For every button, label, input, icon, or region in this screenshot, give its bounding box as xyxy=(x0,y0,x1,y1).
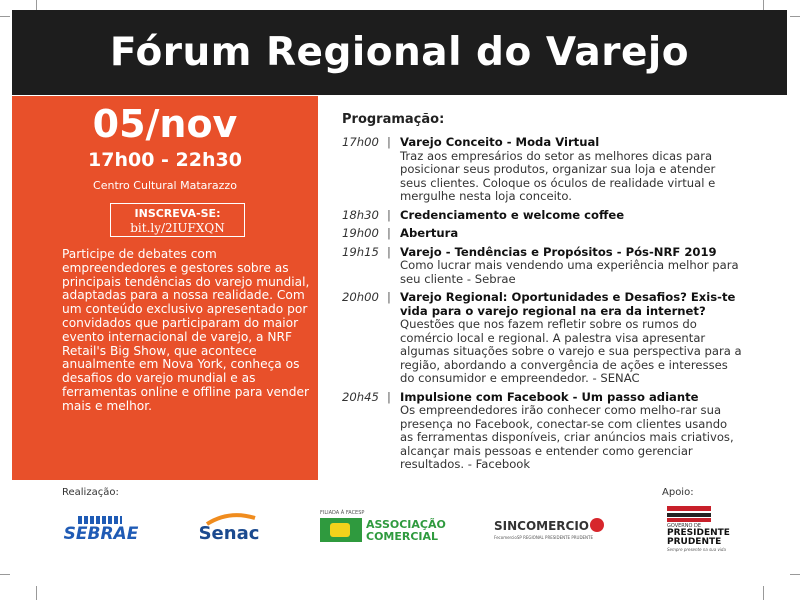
program-item-title: Varejo - Tendências e Propósitos - Pós-NRF 2019 xyxy=(400,244,717,259)
program-item xyxy=(342,227,742,241)
program-item-title: Credenciamento e welcome coffee xyxy=(400,207,625,222)
program-item-description: Como lucrar mais vendendo uma experiência melhor para seu cliente - Sebrae xyxy=(400,258,739,286)
event-info-panel xyxy=(12,96,318,480)
program-item-description: Os empreendedores irão conhecer como melho-rar sua presença no Facebook, conectar-se com clientes usando as ferramentas disponíveis, criar anúncios mais criativos, alcançar mais pessoas e entender como gerenciar resultados. - Facebook xyxy=(400,403,734,471)
program-item xyxy=(342,209,742,223)
program-item-time: 17h00 | xyxy=(342,136,379,150)
sebrae-stripes-icon xyxy=(78,516,122,524)
program-item-description: Traz aos empresários do setor as melhores dicas para posicionar seus produtos, organizar sua loja e atender seus clientes. Coloque os óculos de realidade virtual e mergulhe nesta loja conceito. xyxy=(400,148,716,203)
program-item-title: Abertura xyxy=(400,226,459,240)
associacao-small-text: FILIADA À FACESP xyxy=(320,510,365,516)
program-item-title: Varejo Conceito - Moda Virtual xyxy=(400,135,600,149)
program-item-time: 18h30 | xyxy=(342,209,379,223)
program-item-title: Varejo Regional: Oportunidades e Desafios? Exis-te vida para o varejo regional na era da internet? xyxy=(400,290,736,318)
sebrae-wordmark: SEBRAE xyxy=(63,524,139,544)
sincomercio-logo xyxy=(494,516,614,544)
associacao-line2: COMERCIAL xyxy=(366,530,439,543)
associacao-comercial-logo xyxy=(318,510,446,546)
program-item xyxy=(342,291,742,386)
governo-prudente-logo xyxy=(663,506,743,552)
program-item-time: 19h00 | xyxy=(342,227,379,241)
governo-small-text: GOVERNO DE xyxy=(667,523,702,529)
signup-link[interactable]: bit.ly/2IUFXQN xyxy=(130,221,225,235)
event-description: Participe de debates com empreendedores e gestores sobre as principais tendências do varejo mundial, adaptadas para a nossa realidade. Com um conteúdo exclusivo apresentado por convidados que participaram do maior evento internacional de varejo, a NRF Retail's Big Show, que acontece anualmente em Nova York, conheça os desafios do varejo mundial e as ferramentas online e offline para vender mais e melhor. xyxy=(62,247,310,413)
signup-label: INSCREVA-SE: xyxy=(134,207,221,220)
program-item xyxy=(342,136,742,204)
header-banner xyxy=(12,10,787,95)
sincomercio-badge-icon xyxy=(590,518,604,532)
sebrae-logo xyxy=(60,516,142,546)
governo-line1: PRESIDENTE xyxy=(667,528,730,538)
event-date: 05/nov xyxy=(92,102,238,146)
sincomercio-subtext: FecomercioSP REGIONAL PRESIDENTE PRUDENTE xyxy=(494,535,594,540)
event-venue: Centro Cultural Matarazzo xyxy=(93,179,237,192)
sincomercio-wordmark: SINCOMERCIO xyxy=(494,519,590,533)
governo-tagline: Sempre presente na sua vida xyxy=(667,547,726,552)
apoio-label: Apoio: xyxy=(662,487,694,498)
program-item-time: 20h45 | xyxy=(342,391,379,405)
program-item xyxy=(342,246,742,287)
associacao-emblem-icon xyxy=(320,518,362,542)
flag-stripes-icon xyxy=(667,506,711,522)
event-time: 17h00 - 22h30 xyxy=(88,149,242,171)
program-item-time: 20h00 | xyxy=(342,291,379,305)
crop-mark xyxy=(0,16,10,17)
realizacao-label: Realização: xyxy=(62,487,119,498)
program-item xyxy=(342,391,742,472)
program-item-time: 19h15 | xyxy=(342,246,379,260)
senac-wordmark: Senac xyxy=(198,523,260,544)
governo-line2: PRUDENTE xyxy=(667,537,722,547)
page-title: Fórum Regional do Varejo xyxy=(109,30,690,75)
associacao-line1: ASSOCIAÇÃO xyxy=(366,518,446,531)
signup-box[interactable] xyxy=(110,203,245,237)
program-item-title: Impulsione com Facebook - Um passo adiante xyxy=(400,389,699,404)
program-item-description: Questões que nos fazem refletir sobre os rumos do comércio local e regional. A palestra visa apresentar algumas situações sobre o varejo e sua perspectiva para a região, abordando a convergência de ações e interesses do consumidor e empreendedor. - SENAC xyxy=(400,317,742,385)
crop-mark xyxy=(790,16,800,17)
program-title: Programação: xyxy=(342,112,445,127)
senac-logo xyxy=(193,512,265,546)
sponsors-footer xyxy=(0,482,800,600)
program-section xyxy=(342,112,742,477)
